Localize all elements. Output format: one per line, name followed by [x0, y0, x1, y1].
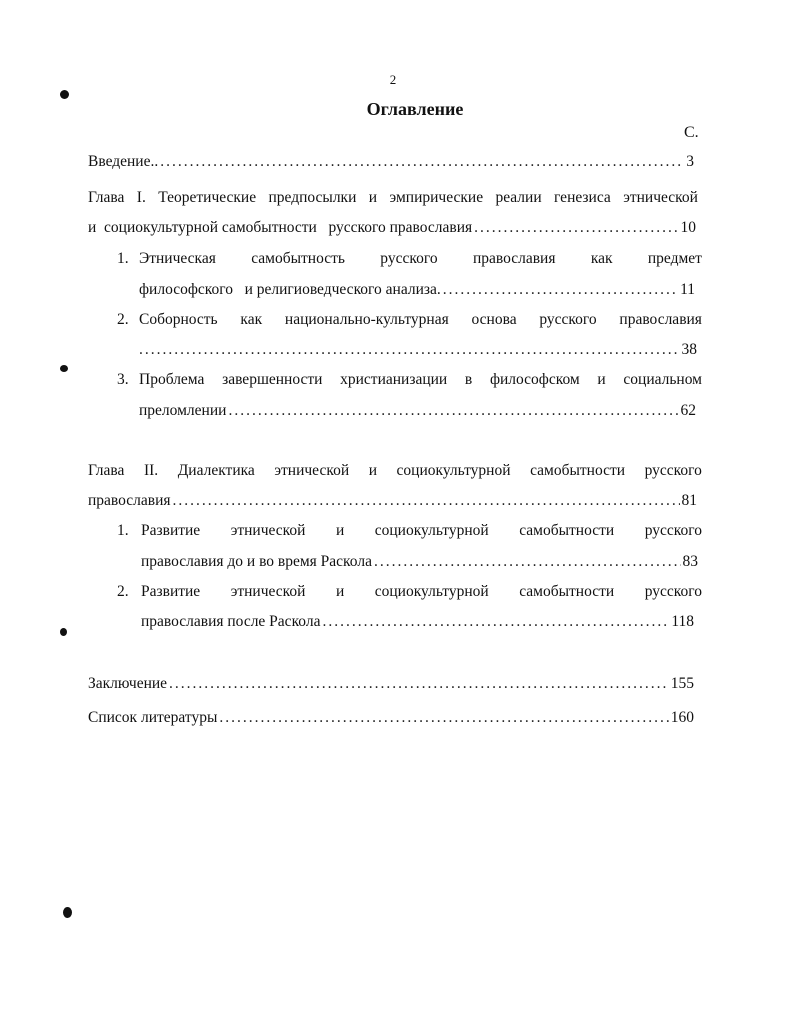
word: самобытность — [251, 250, 345, 267]
word: самобытности — [530, 462, 626, 479]
toc-section-1-2-line-1[interactable] — [139, 309, 702, 331]
toc-entry-page: 160 — [670, 709, 694, 726]
toc-entry-page: 3 — [686, 153, 694, 170]
word: Проблема — [139, 371, 205, 388]
toc-leader-dots — [443, 279, 678, 301]
toc-section-number: 2. — [117, 583, 129, 600]
toc-entry-page: 155 — [670, 675, 694, 692]
margin-blot — [60, 90, 69, 99]
toc-section-2-1-line-2[interactable] — [141, 551, 698, 573]
toc-entry-label: философского и религиоведческого анализа. — [139, 281, 441, 298]
word: русского — [644, 522, 702, 539]
toc-leader-dots — [219, 707, 668, 729]
toc-leader-dots — [169, 673, 669, 695]
word: генезиса — [554, 189, 611, 206]
word: и — [335, 583, 345, 600]
word: предпосылки — [268, 189, 357, 206]
word: русского — [380, 250, 438, 267]
toc-section-number: 2. — [117, 311, 129, 328]
toc-section-1-3-line-1[interactable] — [139, 369, 702, 391]
toc-chapter-1-line-2[interactable] — [88, 217, 696, 239]
toc-entry-label: и социокультурной самобытности русского православия — [88, 219, 473, 236]
toc-entry-label: Заключение — [88, 675, 168, 692]
word: как — [240, 311, 263, 328]
toc-section-2-2-line-2[interactable] — [141, 611, 694, 633]
toc-leader-dots — [322, 611, 669, 633]
word: социокультурной — [396, 462, 511, 479]
toc-section-1-3-line-2[interactable] — [139, 400, 696, 422]
toc-section-number: 1. — [117, 522, 129, 539]
word: самобытности — [519, 583, 615, 600]
toc-section-number: 1. — [117, 250, 129, 267]
word: и — [368, 462, 377, 479]
toc-leader-dots — [374, 551, 681, 573]
word: и — [597, 371, 606, 388]
word: этнической — [230, 583, 306, 600]
toc-entry-label: православия после Раскола — [141, 613, 321, 630]
toc-entry-page: 118 — [671, 613, 694, 630]
toc-entry-page: 11 — [680, 281, 695, 298]
word: II. — [143, 462, 159, 479]
word: русского — [644, 462, 702, 479]
toc-section-1-1-line-1[interactable] — [139, 248, 702, 270]
word: Диалектика — [177, 462, 255, 479]
word: этнической — [230, 522, 306, 539]
word: русского — [539, 311, 597, 328]
toc-entry-label: Список литературы — [88, 709, 218, 726]
word: Глава — [88, 462, 125, 479]
margin-blot — [60, 628, 67, 636]
word: и — [335, 522, 345, 539]
word: христианизации — [340, 371, 448, 388]
toc-entry-intro[interactable] — [88, 151, 694, 173]
toc-section-1-2-line-2[interactable] — [139, 339, 697, 361]
toc-entry-page: 10 — [680, 219, 696, 236]
word: Соборность — [139, 311, 218, 328]
toc-leader-dots — [160, 151, 684, 173]
word: философском — [489, 371, 580, 388]
toc-entry-page: 83 — [682, 553, 698, 570]
word: реалии — [495, 189, 542, 206]
toc-entry-label: православия до и во время Раскола — [141, 553, 372, 570]
toc-entry-label: православия — [88, 492, 171, 509]
toc-leader-dots — [173, 490, 680, 512]
word: социальном — [623, 371, 702, 388]
page-column-label: С. — [684, 124, 699, 141]
toc-entry-conclusion[interactable] — [88, 673, 694, 695]
toc-entry-page: 38 — [681, 341, 697, 358]
toc-section-1-1-line-2[interactable] — [139, 279, 695, 301]
toc-leader-dots — [474, 217, 678, 239]
toc-leader-dots — [228, 400, 678, 422]
word: самобытности — [519, 522, 615, 539]
word: этнической — [623, 189, 698, 206]
word: православия — [472, 250, 556, 267]
toc-section-number: 3. — [117, 371, 129, 388]
toc-section-2-1-line-1[interactable] — [141, 520, 702, 542]
toc-leader-dots — [139, 339, 680, 361]
margin-blot — [63, 907, 72, 918]
toc-section-2-2-line-1[interactable] — [141, 581, 702, 603]
toc-entry-bibliography[interactable] — [88, 707, 694, 729]
word: как — [590, 250, 613, 267]
toc-entry-label: преломлении — [139, 402, 227, 419]
toc-chapter-1-title-line[interactable] — [88, 187, 698, 209]
word: I. — [136, 189, 146, 206]
word: православия — [619, 311, 702, 328]
toc-chapter-2-line-2[interactable] — [88, 490, 697, 512]
word: этнической — [274, 462, 350, 479]
word: основа — [471, 311, 517, 328]
word: социокультурной — [374, 583, 489, 600]
toc-entry-label: Введение.. — [88, 153, 159, 170]
word: и — [368, 189, 378, 206]
page-title: Оглавление — [366, 99, 464, 119]
word: Теоретические — [158, 189, 257, 206]
word: Развитие — [141, 583, 201, 600]
word: завершенности — [222, 371, 323, 388]
toc-entry-page: 81 — [681, 492, 697, 509]
word: Глава — [88, 189, 125, 206]
word: социокультурной — [374, 522, 489, 539]
toc-chapter-2-title-line[interactable] — [88, 460, 702, 482]
word: предмет — [647, 250, 702, 267]
page-number: 2 — [389, 72, 397, 87]
word: в — [464, 371, 473, 388]
word: русского — [644, 583, 702, 600]
word: Этническая — [139, 250, 216, 267]
word: Развитие — [141, 522, 201, 539]
word: эмпирические — [389, 189, 484, 206]
margin-blot — [60, 365, 68, 372]
toc-entry-page: 62 — [680, 402, 696, 419]
word: национально-культурная — [284, 311, 449, 328]
